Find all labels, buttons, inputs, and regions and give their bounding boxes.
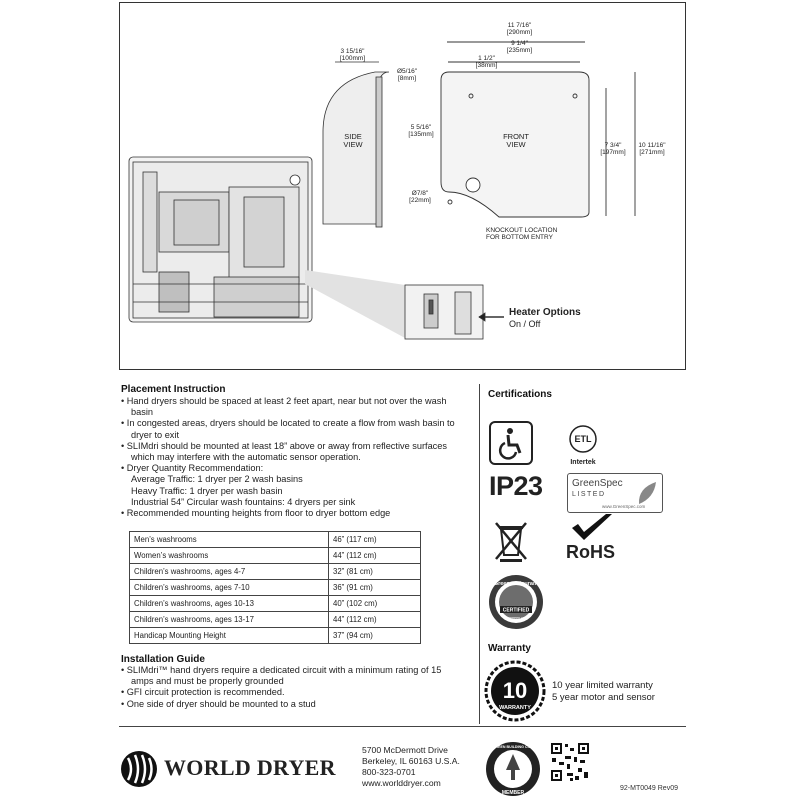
warranty-details [552,680,655,704]
overall-height-dimension: 10 11/16" [271mm] [638,142,666,156]
knockout-note: KNOCKOUT LOCATION FOR BOTTOM ENTRY [486,227,558,241]
table-row: Men’s washrooms 46” (117 cm) [130,532,421,548]
list-sub-item: Industrial 54” Circular wash fountains: 4 dryers per sink [131,496,356,507]
list-item: • In congested areas, dryers should be located to create a flow from wash basin to dryer to exit [121,418,455,440]
depth-dimension: 3 15/16" [100mm] [339,48,366,62]
internal-view [129,157,312,322]
inner-height-dimension: 7 3/4" [197mm] [600,142,626,156]
list-item: • GFI circuit protection is recommended. [121,687,285,698]
heater-options-sub: On / Off [509,319,541,329]
front-view-label: FRONT VIEW [503,132,529,149]
list-item: • SLIMdri™ hand dryers require a dedicated circuit with a minimum rating of 15 amps and must be properly grounded [121,665,442,687]
greenspec-listed: LISTED [572,491,606,498]
seal-top-text: Green restaurant [493,581,539,587]
greenspec-badge [567,473,663,513]
installation-heading: Installation Guide [121,654,205,665]
overall-width-dimension: 11 7/16" [290mm] [506,22,533,36]
list-item: • One side of dryer should be mounted to a stud [121,698,316,709]
table-row: Women’s washrooms 44” (112 cm) [130,548,421,564]
placement-list [121,396,466,519]
world-dryer-logo-icon [120,750,158,788]
brand-name: WORLD DRYER [164,755,336,780]
qr-code-icon[interactable] [550,742,590,782]
warranty-heading: Warranty [488,643,531,654]
warranty-badge [484,660,546,722]
website-link[interactable]: www.worlddryer.com [362,778,441,788]
greenspec-url: www.GreenSpec.com [602,504,646,509]
usgbc-top-text: U.S. GREEN BUILDING COUNCIL [484,745,542,749]
usgbc-member-seal [484,740,542,798]
list-item: • Dryer Quantity Recommendation: [121,463,264,474]
intertek-text: Intertek [570,459,596,465]
warranty-badge-text: WARRANTY [499,705,531,711]
knockout-diameter-dimension: Ø7/8" [22mm] [409,190,431,204]
seal-url-text: dinegreen.com [504,616,528,620]
table-row: Children’s washrooms, ages 13-17 44” (112 cm) [130,612,421,628]
table-row: Handicap Mounting Height 37” (94 cm) [130,628,421,644]
certifications-heading: Certifications [488,389,552,400]
etl-text: ETL [574,434,592,444]
warranty-line-1: 10 year limited warranty [552,680,653,691]
dryer-drawings [119,2,686,370]
accessibility-icon [489,421,533,465]
weee-bin-icon [492,519,530,563]
checkmark-icon [570,512,614,542]
hole-diameter-dimension: Ø5/16" [8mm] [396,68,417,82]
list-sub-item: Heavy Traffic: 1 dryer per wash basin [131,485,283,496]
table-row: Children’s washrooms, ages 4-7 32” (81 cm) [130,564,421,580]
warranty-line-2: 5 year motor and sensor [552,692,655,703]
usgbc-bottom-text: MEMBER [501,790,525,796]
list-item: • SLIMdri should be mounted at least 18” above or away from reflective surfaces which may interfere with the automatic sensor operation. [121,440,447,463]
warranty-badge-number: 10 [502,678,528,703]
table-row: Children’s washrooms, ages 10-13 40” (102 cm) [130,596,421,612]
side-view-label: SIDE VIEW [343,132,363,149]
installation-list [121,665,466,710]
hole-spacing-dimension: 9 1/4" [235mm] [506,40,533,54]
placement-heading: Placement Instruction [121,384,226,395]
seal-certified-text: CERTIFIED [502,607,530,614]
rohs-text: RoHS [566,542,615,562]
list-sub-item: Average Traffic: 1 dryer per 2 wash basins [131,474,303,485]
column-divider [479,384,480,724]
company-address: 5700 McDermott Drive Berkeley, IL 60163 U.S.A. 800-323-0701 www.worlddryer.com [362,745,460,788]
document-code: 92-MT0049 Rev09 [620,785,678,792]
table-row: Children’s washrooms, ages 7-10 36” (91 cm) [130,580,421,596]
offset-dimension: 1 1/2" [38mm] [475,55,498,69]
heater-options-title: Heater Options [509,307,581,318]
ip23-rating: IP23 [489,471,543,501]
mounting-height-table [129,531,421,644]
rohs-badge [562,512,628,568]
footer-rule [119,726,686,727]
vertical-spacing-dimension: 5 5/16" [135mm] [408,124,434,138]
list-item: • Recommended mounting heights from floor to dryer bottom edge [121,508,391,519]
leaf-icon [636,480,658,506]
green-restaurant-seal [487,573,545,631]
list-item: • Hand dryers should be spaced at least 2 feet apart, near but not over the wash basin [121,396,447,418]
etl-listed-icon [561,421,605,465]
heater-inset [305,270,504,339]
greenspec-name: GreenSpec [572,478,623,489]
